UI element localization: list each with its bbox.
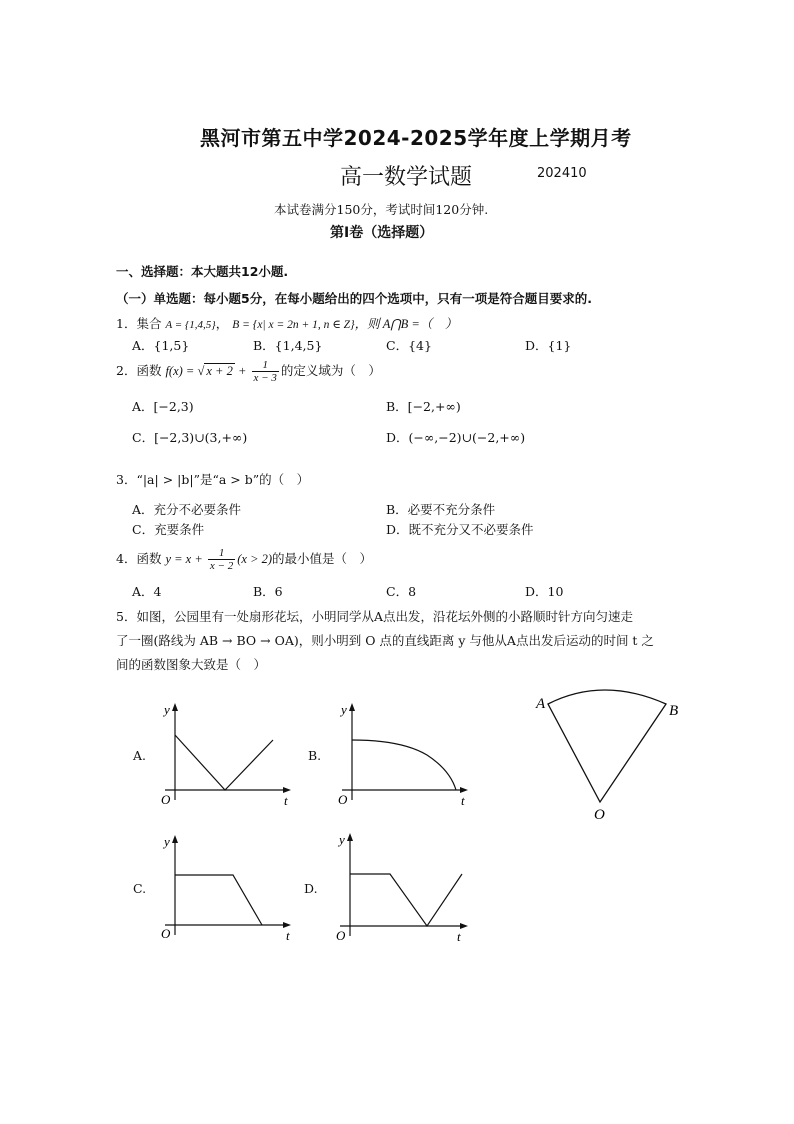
graph-option-a[interactable] bbox=[155, 700, 295, 810]
graph-option-b[interactable] bbox=[332, 700, 472, 810]
q1-ask: ，则 A⋂B =（ ） bbox=[354, 317, 458, 331]
section-heading: 一、选择题：本大题共12小题. bbox=[116, 264, 289, 279]
q4-prefix: 函数 bbox=[136, 551, 162, 566]
q3-number: 3． bbox=[116, 472, 137, 487]
graph-b-y-label: y bbox=[341, 702, 347, 717]
q2-option-b[interactable]: B．[−2,+∞) bbox=[386, 399, 461, 414]
graph-d-t-label: t bbox=[457, 929, 461, 944]
graph-option-d[interactable] bbox=[330, 826, 475, 946]
question-5-line-3: 间的函数图象大致是（ ） bbox=[116, 657, 267, 672]
graph-option-a-label[interactable]: A. bbox=[133, 748, 147, 763]
q1-option-b[interactable]: B．{1,4,5} bbox=[253, 338, 323, 353]
sector-point-o: O bbox=[594, 807, 605, 823]
graph-c-origin-label: O bbox=[161, 926, 171, 941]
section-subheading: （一）单选题：每小题5分，在每小题给出的四个选项中，只有一项是符合题目要求的. bbox=[116, 291, 592, 306]
q2-option-d[interactable]: D．(−∞,−2)∪(−2,+∞) bbox=[386, 430, 526, 445]
exam-code: 202410 bbox=[537, 166, 587, 181]
q4-frac-num: 1 bbox=[208, 547, 235, 560]
q3-stem: “|a| > |b|”是“a > b”的（ ） bbox=[136, 472, 310, 487]
graph-c-t-label: t bbox=[286, 928, 290, 943]
exam-subject: 高一数学试题 bbox=[340, 165, 473, 190]
q2-number: 2． bbox=[116, 363, 137, 378]
graph-a-y-label: y bbox=[164, 702, 170, 717]
question-3 bbox=[116, 470, 309, 488]
sector-point-a: A bbox=[536, 696, 546, 712]
q4-fraction bbox=[208, 547, 235, 572]
question-5-line-2: 了一圈(路线为 AB → BO → OA)，则小明到 O 点的直线距离 y 与他从A点出发后运动的时间 t 之 bbox=[116, 633, 654, 648]
q2-prefix: 函数 bbox=[136, 363, 162, 378]
q1-option-a[interactable]: A．{1,5} bbox=[132, 338, 190, 353]
q2-plus: + bbox=[234, 364, 250, 378]
question-4 bbox=[116, 547, 372, 572]
q1-number: 1． bbox=[116, 316, 137, 331]
q1-set-a: A = {1,4,5} bbox=[165, 319, 216, 331]
q1-option-c[interactable]: C．{4} bbox=[386, 338, 432, 353]
graph-a-t-label: t bbox=[284, 793, 288, 808]
question-1: 1．集合 A = {1,4,5}， B = {x| x = 2n + 1, n ∈ Z}，则 A⋂B =（ ） bbox=[116, 316, 458, 331]
q2-option-c[interactable]: C．[−2,3)∪(3,+∞) bbox=[132, 430, 248, 445]
q4-option-b[interactable]: B．6 bbox=[253, 584, 283, 599]
graph-d-y-label: y bbox=[339, 832, 345, 847]
q2-frac-num: 1 bbox=[252, 359, 279, 372]
q3-option-a[interactable]: A．充分不必要条件 bbox=[132, 502, 242, 517]
exam-notice: 本试卷满分150分，考试时间120分钟. bbox=[274, 202, 489, 217]
q4-suffix: 的最小值是（ ） bbox=[272, 551, 373, 566]
sector-figure bbox=[528, 684, 688, 824]
q2-sqrt-radicand: x + 2 bbox=[206, 364, 233, 378]
graph-d-origin-label: O bbox=[336, 928, 346, 943]
graph-option-c-label[interactable]: C. bbox=[133, 881, 147, 896]
q3-option-d[interactable]: D．既不充分又不必要条件 bbox=[386, 522, 534, 537]
q2-func: f(x) = bbox=[165, 364, 198, 378]
q4-option-d[interactable]: D．10 bbox=[525, 584, 564, 599]
q3-option-b[interactable]: B．必要不充分条件 bbox=[386, 502, 496, 517]
graph-c-y-label: y bbox=[164, 834, 170, 849]
q1-option-d[interactable]: D．{1} bbox=[525, 338, 572, 353]
q2-sqrt-symbol: √ bbox=[197, 364, 205, 378]
q4-condition: (x > 2) bbox=[237, 552, 273, 566]
graph-b-origin-label: O bbox=[338, 792, 348, 807]
q4-func: y = x + bbox=[165, 552, 206, 566]
q2-fraction bbox=[252, 359, 279, 384]
sector-point-b: B bbox=[669, 703, 679, 719]
question-2 bbox=[116, 359, 381, 384]
question-5-line-1: 5．如图，公园里有一处扇形花坛，小明同学从A点出发，沿花坛外侧的小路顺时针方向匀速走 bbox=[116, 609, 633, 624]
q2-option-a[interactable]: A．[−2,3) bbox=[132, 399, 194, 414]
q1-prefix: 集合 bbox=[136, 316, 162, 331]
volume-heading: 第Ⅰ卷（选择题） bbox=[330, 225, 434, 241]
graph-option-c[interactable] bbox=[155, 830, 295, 945]
q2-suffix: 的定义域为（ ） bbox=[280, 363, 381, 378]
q4-option-c[interactable]: C．8 bbox=[386, 584, 417, 599]
q4-frac-den: x − 2 bbox=[209, 560, 234, 572]
q1-set-b: B = {x| x = 2n + 1, n ∈ Z} bbox=[232, 319, 355, 331]
q4-number: 4． bbox=[116, 551, 137, 566]
graph-option-d-label[interactable]: D. bbox=[304, 881, 318, 896]
q4-option-a[interactable]: A．4 bbox=[132, 584, 162, 599]
graph-option-b-label[interactable]: B. bbox=[308, 748, 322, 763]
exam-title: 黑河市第五中学2024-2025学年度上学期月考 bbox=[200, 126, 632, 150]
q2-frac-den: x − 3 bbox=[253, 372, 277, 384]
q3-option-c[interactable]: C．充要条件 bbox=[132, 522, 205, 537]
graph-a-origin-label: O bbox=[161, 792, 171, 807]
graph-b-t-label: t bbox=[461, 793, 465, 808]
